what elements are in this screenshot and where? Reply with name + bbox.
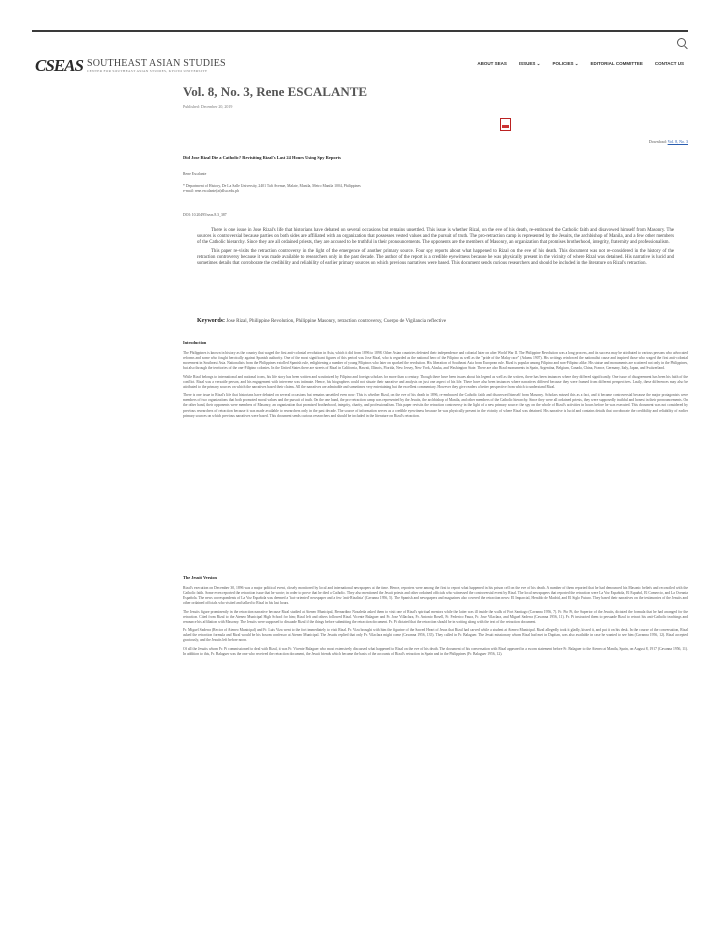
section-heading: The Jesuit Version xyxy=(183,575,217,580)
nav-item-contact[interactable]: CONTACT US xyxy=(654,61,684,66)
body-paragraph: The Philippines is known in history as the country that waged the first anti-colonial revolution in Asia, which it did from 1896 to 1898. Other Asian countries defeated their independence and colonial later on after World War II. The Philippine Revolution was a long process, and its success may be attributed to various persons who advocated reforms and some who fought heroically against Spanish authority. One of the most significant figures of this period was Jose Rizal, who is regarded as the national hero of the Filipino as well as the "pride of the Malay race" (Adams 1907). His writings reinforced the nationalist cause and inspired those who waged the first anti-colonial movement in Southeast Asia. Nationalists from the Philippines extolled Spanish rule, enlightening a number of young Filipinos who later on sparked the revolution. His liberation of Southeast Asia from European rule. Rizal is popular among Filipino and non-Filipino alike. His statue and monuments are scattered not only in the Philippines, but also through the territories of the one-Filipino colonies. In the United States there are streets of Rizal in California, Hawaii, Illinois, Florida, New Jersey, New York, Alaska, and Washington State. There are also Rizal monuments in Spain, Argentina, Belgium, Canada, China, France, Germany, Italy, Japan, and Switzerland. xyxy=(183,351,688,371)
pdf-icon[interactable] xyxy=(500,118,511,131)
section-heading: Introduction xyxy=(183,340,207,345)
nav-item-policies[interactable]: POLICIES ⌄ xyxy=(552,61,579,66)
author-affiliation: * Department of History, De La Salle University, 2401 Taft Avenue, Malate, Manila, Metro Manila 1004, Philippines xyxy=(183,184,361,188)
body-paragraph: The Jesuits figure prominently in the retraction narrative because Rizal studied at Ateneo Municipal, Bernardino Nozaleda asked them to visit one of Rizal's spiritual mentors while the latter was ill inside the walls of Fort Santiago (Cavanna 1956, 7). Fr. Pio Pi, the Superior of the Jesuits, dictated the formula that he had arranged for the retraction. Cited from Rizal to the Ateneo Municipal High School for him; Rizal left and others followed Rizal. Vicente Balaguer and Fr. Jose Villaclara, Fr. Antonio Rosell, Fr. Federico Faura, Fr. Jose Vilaclara, and Miguel Saderra (Cavanna 1956, 11). Fr. Pi instructed them to persuade Rizal to retract his anti-Catholic teachings and renounce his affiliation with Masonry. The Jesuits were supposed to dissuade Rizal if the things before submitting the retraction document. Fr. Pi dictated that the retraction should be in writing along with the text of the retraction document. xyxy=(183,609,688,624)
doi-block xyxy=(183,213,688,218)
abstract-paragraph: There is one issue in Jose Rizal's life that historians have debated on several occasions but remains unsettled. This issue is whether Rizal, on the eve of his death, re-embraced the Catholic faith and disavowed himself from Masonry. The sources is controversial because parties on both sides are affiliated with an organization that possesses vested values and the pursuit of truth. The pro-retraction camp is represented by the Jesuits, the archbishop of Manila, and a few other members of the Catholic hierarchy. Since they are all ordained priests, they are accused to be truthful in their pronouncements. The opponents are the members of Masonry, an organization that promises brotherhood, integrity, fraternity and professionalism. xyxy=(197,228,674,246)
author-email: e-mail: rene.escalante(at)dlsu.edu.ph xyxy=(183,189,239,193)
site-header xyxy=(32,56,688,78)
keywords-block xyxy=(183,318,688,324)
author-name: Rene Escalante xyxy=(183,172,207,176)
nav-item-about[interactable]: ABOUT SEAS xyxy=(477,61,507,66)
download-label: Download: xyxy=(648,139,667,144)
article-title-block xyxy=(183,155,688,160)
body-paragraph: While Rizal belongs to international and national icons, his life story has been written and scrutinized by Filipino and foreign scholars for more than a century. Though there have been issues about his legend as well as the writers, there has been instances where they differed significantly. One issue of disagreement has been his faith of the conflict. Rizal was a versatile person, and his engagement with intervene was intimate. Hence, his biographers could not situate their narrative and analysis on just one aspect of his life. There have also been instances where narratives differed because they were framed from different perspectives. Lastly, these differences may also be attributed to the primary sources on which the narratives based their claims. All the narratives are admirable and sometimes very entertaining but the excellent commentary. However they give readers a better perspective from which to understand Rizal. xyxy=(183,374,688,389)
logo-mark: CSEAS xyxy=(35,56,83,75)
keywords-label: Keywords: xyxy=(197,318,225,324)
logo-subtitle: CENTER FOR SOUTHEAST ASIAN STUDIES, KYOTO UNIVERSITY xyxy=(86,69,208,73)
article-header xyxy=(183,84,688,109)
page-title: Vol. 8, No. 3, Rene ESCALANTE xyxy=(183,84,368,99)
author-block xyxy=(183,172,688,177)
top-rule xyxy=(32,30,688,32)
logo-title: SOUTHEAST ASIAN STUDIES xyxy=(86,58,226,69)
abstract-paragraph: This paper re-visits the retraction controversy in the light of the emergence of another primary source. Four spy reports about what happened to Rizal on the eve of his death. This document was not re-considered in the history of the retraction controversy because it was made available to researchers only in the past decade. The author of the report is a credible eyewitness because he was physically present in the vicinity of where Rizal was detained. His narrative is lucid and sometimes details that corroborate the credibility and reliability of earlier primary sources on which previous narratives were based. This document sends curious researchers and should be included in the literature on Rizal's retraction. xyxy=(197,248,674,267)
download-row xyxy=(183,139,688,144)
nav-item-issues[interactable]: ISSUES ⌄ xyxy=(518,61,541,66)
body-paragraph: Of all the Jesuits whom Fr. Pi commissioned to deal with Rizal, it was Fr. Vicente Balaguer who most extensively discussed what happened to Rizal on the eve of his death. The document of his conversation with Rizal appeared in a sworn statement before Fr. Balaguer to the Ateneo at Manila, Spain, on August 8, 1917 (Cavanna 1956, 11). In addition to this, Fr. Balaguer was the one who received the retraction document, the Jesuit friends which became the basis of the accounts of Rizal's retraction in Spain and in the Philippines (Fr. Balaguer 1956, 12). xyxy=(183,646,688,656)
section-introduction xyxy=(183,340,688,422)
body-paragraph: There is one issue in Rizal's life that historians have debated on several occasions but remains unsettled even now: This is whether Rizal, on the eve of his death in 1896, re-embraced the Catholic faith and disavowed himself from Masonry. Scholars missed this as a fact, and it became controversial because the major protagonists were members of two organizations that both promoted moral values and the pursuit of truth. On the one hand, the pro-retraction camp was represented by the Jesuits, the archbishop of Manila, and other members of the Catholic hierarchy. Since they were all ordained priests, they were supposedly truthful and honest in their pronouncements. On the other hand, their opponents were members of Masonry, an organization that promised brotherhood, integrity, charity, and professionalism. This paper revisits the retraction controversy in the light of a new primary source: the spy on the whole of Rizal's activities in hours before he was executed. This document was not considered by previous researchers of retraction because it was made available to researchers only in the past decade. The source of information serves as a credible eyewitness because he was physically present in the vicinity of where Rizal was detained. His narrative is lucid and contains details that corroborate the credibility and reliability of earlier primary sources on which previous narratives were based. This document sends curious researchers and should be included in the literature on Rizal's retraction. xyxy=(183,393,688,418)
nav-item-editorial-committee[interactable]: EDITORIAL COMMITTEE xyxy=(590,61,643,66)
site-logo[interactable] xyxy=(35,58,226,74)
published-date: Published: December 20, 2019 xyxy=(183,104,233,109)
keywords-list: Jose Rizal, Philippine Revolution, Philippine Masonry, retraction controversy, Cuerpo de Vigilancia reflective xyxy=(226,319,447,324)
body-paragraph: Fr. Miguel Saderra (Rector of Ateneo Municipal) and Fr. Luis Viza went to the fort immediately to visit Rizal. Fr. Viza brought with him the figurine of the Sacred Heart of Jesus that Rizal had carved while a student at Ateneo Municipal. Rizal allegedly took it gladly, kissed it, and put it on his desk. In the course of the conversation, Rizal asked the retraction formula and Rizal would be his bosom confessor at Ateneo Municipal. The Jesuits replied that only Fr. Vilaclara might come (Cavanna 1956, 135). They called in Fr. Balaguer. The Jesuit missionary whom Rizal had met in Dapitan, was also available in case he wanted to see him (Cavanna 1956, 12). Rizal accepted graciously, and the Jesuits left before noon. xyxy=(183,628,688,643)
body-paragraph: Rizal's execution on December 30, 1896 was a major political event, closely monitored by local and international newspapers at the time. Hence, reporters were among the first to report what happened in his prison cell on the eve of his death. A number of them reported that he had denounced his Masonic beliefs and reconciled with the Catholic faith. Some even reported the retraction issue that he wrote; in order to prove that he died a Catholic. They also mentioned the Jesuit priests and other ordained officials who witnessed the controversial event by Rizal. The local newspapers that reported the retraction were La Voz Española, El Español, El Comercio, and La Oceania Española. The news correspondents of La Voz Española was deemed a 'fact-oriented' newspaper and a few 'anti-Rizalista' (Cavanna 1956, 5). The Spanish and newspapers and magazines also covered the retraction news: El Imparcial, Heraldo de Madrid, and El Siglo Futuro. They based their narratives on the testimonies of the Jesuits and other ordained officials who visited and talked to Rizal in his last hours. xyxy=(183,586,688,606)
abstract xyxy=(183,228,688,269)
section-jesuit-version xyxy=(183,575,688,660)
main-nav xyxy=(477,61,684,67)
doi: DOI: 10.20495/seas.8.3_387 xyxy=(183,213,227,217)
logo-text xyxy=(87,58,226,73)
search-icon[interactable] xyxy=(677,38,686,47)
affiliation-block xyxy=(183,184,688,194)
article-title: Did Jose Rizal Die a Catholic? Revisiting Rizal's Last 24 Hours Using Spy Reports xyxy=(183,155,341,160)
download-link[interactable]: Vol. 8, No. 3 xyxy=(667,139,688,144)
